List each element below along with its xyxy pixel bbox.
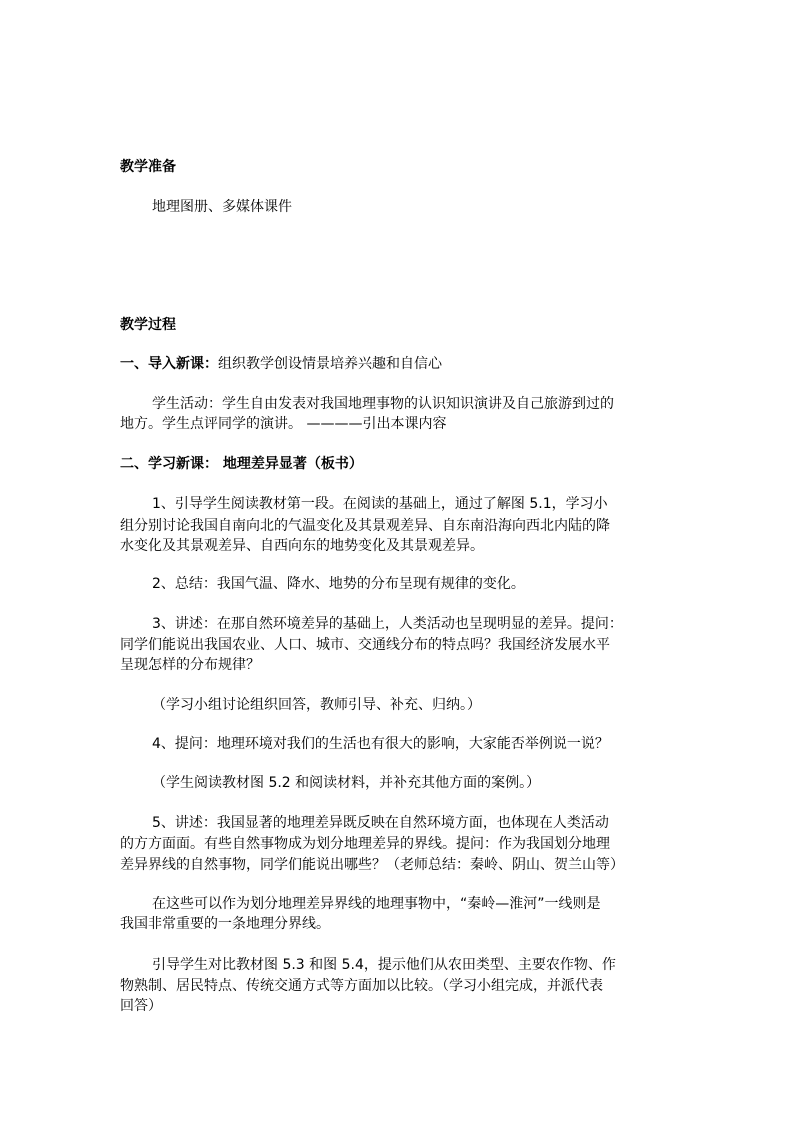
paragraph-line: 的方方面面。有些自然事物成为划分地理差异的界线。提问：作为我国划分地理 [120, 836, 610, 852]
prep-materials: 地理图册、多媒体课件 [152, 199, 292, 215]
paragraph-line: 5、讲述：我国显著的地理差异既反映在自然环境方面，也体现在人类活动 [152, 815, 609, 831]
paragraph-line: 1、引导学生阅读教材第一段。在阅读的基础上，通过了解图 5.1，学习小 [152, 496, 608, 512]
paragraph-line: （学生阅读教材图 5.2 和阅读材料，并补充其他方面的案例。） [152, 775, 541, 791]
section1-heading-bold: 一、导入新课： [120, 356, 218, 372]
section1-paragraph-line: 学生活动：学生自由发表对我国地理事物的认识知识演讲及自己旅游到过的 [152, 396, 614, 412]
paragraph-line: 3、讲述：在那自然环境差异的基础上，人类活动也呈现明显的差异。提问： [152, 616, 623, 632]
section2-heading: 二、学习新课： 地理差异显著（板书） [120, 456, 363, 472]
prep-title: 教学准备 [120, 159, 176, 175]
paragraph-line: 2、总结：我国气温、降水、地势的分布呈现有规律的变化。 [152, 576, 525, 592]
paragraph-line: 同学们能说出我国农业、人口、城市、交通线分布的特点吗？我国经济发展水平 [120, 637, 610, 653]
section1-heading-rest: 组织教学创设情景培养兴趣和自信心 [218, 356, 442, 372]
section1-paragraph-line: 地方。学生点评同学的演讲。 ————引出本课内容 [120, 416, 447, 432]
paragraph-line: 回答） [120, 998, 162, 1014]
paragraph-line: 4、提问：地理环境对我们的生活也有很大的影响，大家能否举例说一说？ [152, 736, 609, 752]
paragraph-line: 差异界线的自然事物，同学们能说出哪些？（老师总结：秦岭、阴山、贺兰山等） [120, 857, 624, 873]
section1-heading [120, 354, 442, 374]
paragraph-line: 物熟制、居民特点、传统交通方式等方面加以比较。（学习小组完成，并派代表 [120, 978, 603, 994]
paragraph-line: 引导学生对比教材图 5.3 和图 5.4，提示他们从农田类型、主要农作物、作 [152, 957, 616, 973]
paragraph-line: （学习小组讨论组织回答，教师引导、补充、归纳。） [152, 697, 481, 713]
paragraph-line: 呈现怎样的分布规律？ [120, 657, 260, 673]
paragraph-line: 水变化及其景观差异、自西向东的地势变化及其景观差异。 [120, 538, 484, 554]
process-title: 教学过程 [120, 317, 176, 333]
paragraph-line: 组分别讨论我国自南向北的气温变化及其景观差异、自东南沿海向西北内陆的降 [120, 518, 610, 534]
paragraph-line: 在这些可以作为划分地理差异界线的地理事物中，“秦岭—淮河”一线则是 [152, 896, 601, 912]
paragraph-line: 我国非常重要的一条地理分界线。 [120, 916, 330, 932]
